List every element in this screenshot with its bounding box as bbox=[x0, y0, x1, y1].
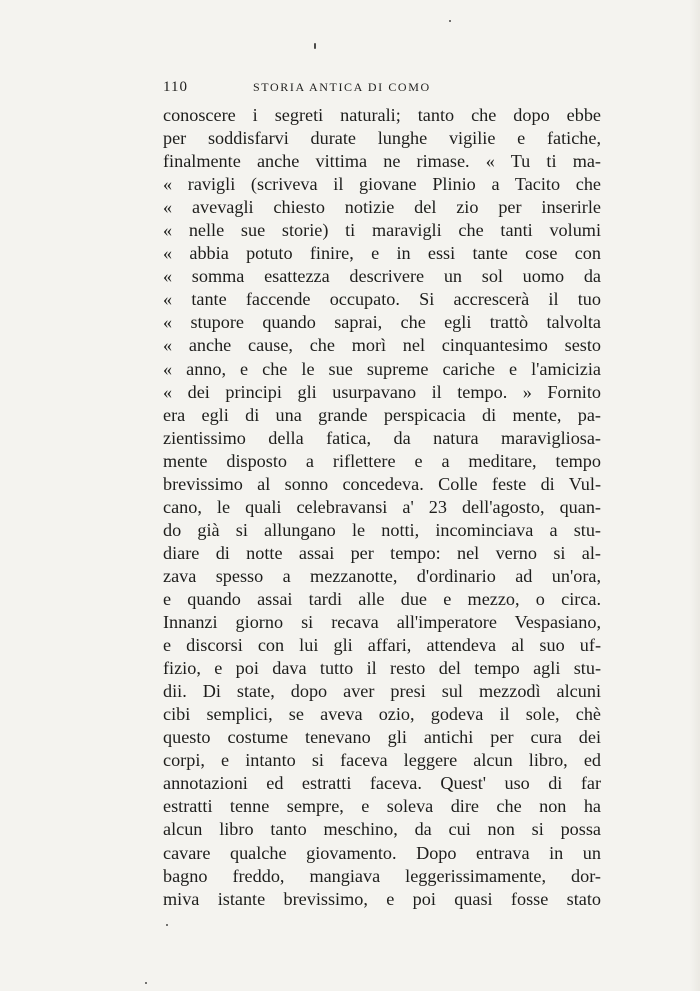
text-line: mente disposto a riflettere e a meditare, tempo bbox=[163, 450, 601, 471]
text-line: « somma esattezza descrivere un sol uomo da bbox=[163, 266, 601, 287]
text-line: « stupore quando saprai, che egli trattò talvolta bbox=[163, 312, 601, 333]
running-title: STORIA ANTICA DI COMO bbox=[253, 80, 431, 94]
text-line: miva istante brevissimo, e poi quasi fosse stato bbox=[163, 888, 601, 909]
text-line: « ravigli (scriveva il giovane Plinio a Tacito che bbox=[163, 174, 601, 195]
page-edge-shadow bbox=[690, 0, 700, 991]
text-line: « dei principi gli usurpavano il tempo. » Fornito bbox=[163, 381, 601, 402]
text-line: cibi semplici, se aveva ozio, godeva il sole, chè bbox=[163, 704, 601, 725]
text-line: « tante faccende occupato. Si accrescerà il tuo bbox=[163, 289, 601, 310]
text-line: e quando assai tardi alle due e mezzo, o circa. bbox=[163, 588, 601, 609]
text-line: brevissimo al sonno concedeva. Colle feste di Vul- bbox=[163, 473, 601, 494]
text-line: « nelle sue storie) ti maravigli che tanti volumi bbox=[163, 220, 601, 241]
text-line: questo costume tenevano gli antichi per cura dei bbox=[163, 727, 601, 748]
text-line: bagno freddo, mangiava leggerissimamente, dor- bbox=[163, 865, 601, 886]
ink-speck bbox=[314, 43, 316, 49]
text-line: zientissimo della fatica, da natura maravigliosa- bbox=[163, 427, 601, 448]
ink-speck bbox=[145, 982, 147, 984]
text-line: Innanzi giorno si recava all'imperatore Vespasiano, bbox=[163, 612, 601, 633]
ink-speck bbox=[166, 924, 168, 926]
text-line: diare di notte assai per tempo: nel verno si al- bbox=[163, 542, 601, 563]
text-line: annotazioni ed estratti faceva. Quest' uso di far bbox=[163, 773, 601, 794]
body-text bbox=[163, 104, 601, 911]
text-line: « anche cause, che morì nel cinquantesimo sesto bbox=[163, 335, 601, 356]
text-line: per soddisfarvi durate lunghe vigilie e fatiche, bbox=[163, 128, 601, 149]
text-line: estratti tenne sempre, e soleva dire che non ha bbox=[163, 796, 601, 817]
page-header bbox=[163, 79, 601, 101]
text-line: « anno, e che le sue supreme cariche e l'amicizia bbox=[163, 358, 601, 379]
text-line: « avevagli chiesto notizie del zio per inserirle bbox=[163, 197, 601, 218]
text-line: alcun libro tanto meschino, da cui non si possa bbox=[163, 819, 601, 840]
text-line: do già si allungano le notti, incominciava a stu- bbox=[163, 519, 601, 540]
text-line: e discorsi con lui gli affari, attendeva al suo uf- bbox=[163, 635, 601, 656]
text-line: era egli di una grande perspicacia di mente, pa- bbox=[163, 404, 601, 425]
text-line: corpi, e intanto si faceva leggere alcun libro, ed bbox=[163, 750, 601, 771]
text-line: finalmente anche vittima ne rimase. « Tu ti ma- bbox=[163, 151, 601, 172]
page-number: 110 bbox=[163, 79, 188, 95]
text-line: zava spesso a mezzanotte, d'ordinario ad un'ora, bbox=[163, 565, 601, 586]
text-line: dii. Di state, dopo aver presi sul mezzodì alcuni bbox=[163, 681, 601, 702]
text-line: cavare qualche giovamento. Dopo entrava in un bbox=[163, 842, 601, 863]
text-line: conoscere i segreti naturali; tanto che dopo ebbe bbox=[163, 105, 601, 125]
text-line: fizio, e poi dava tutto il resto del tempo agli stu- bbox=[163, 658, 601, 679]
text-line: cano, le quali celebravansi a' 23 dell'agosto, quan- bbox=[163, 496, 601, 517]
ink-speck bbox=[449, 20, 451, 22]
text-line: « abbia potuto finire, e in essi tante cose con bbox=[163, 243, 601, 264]
